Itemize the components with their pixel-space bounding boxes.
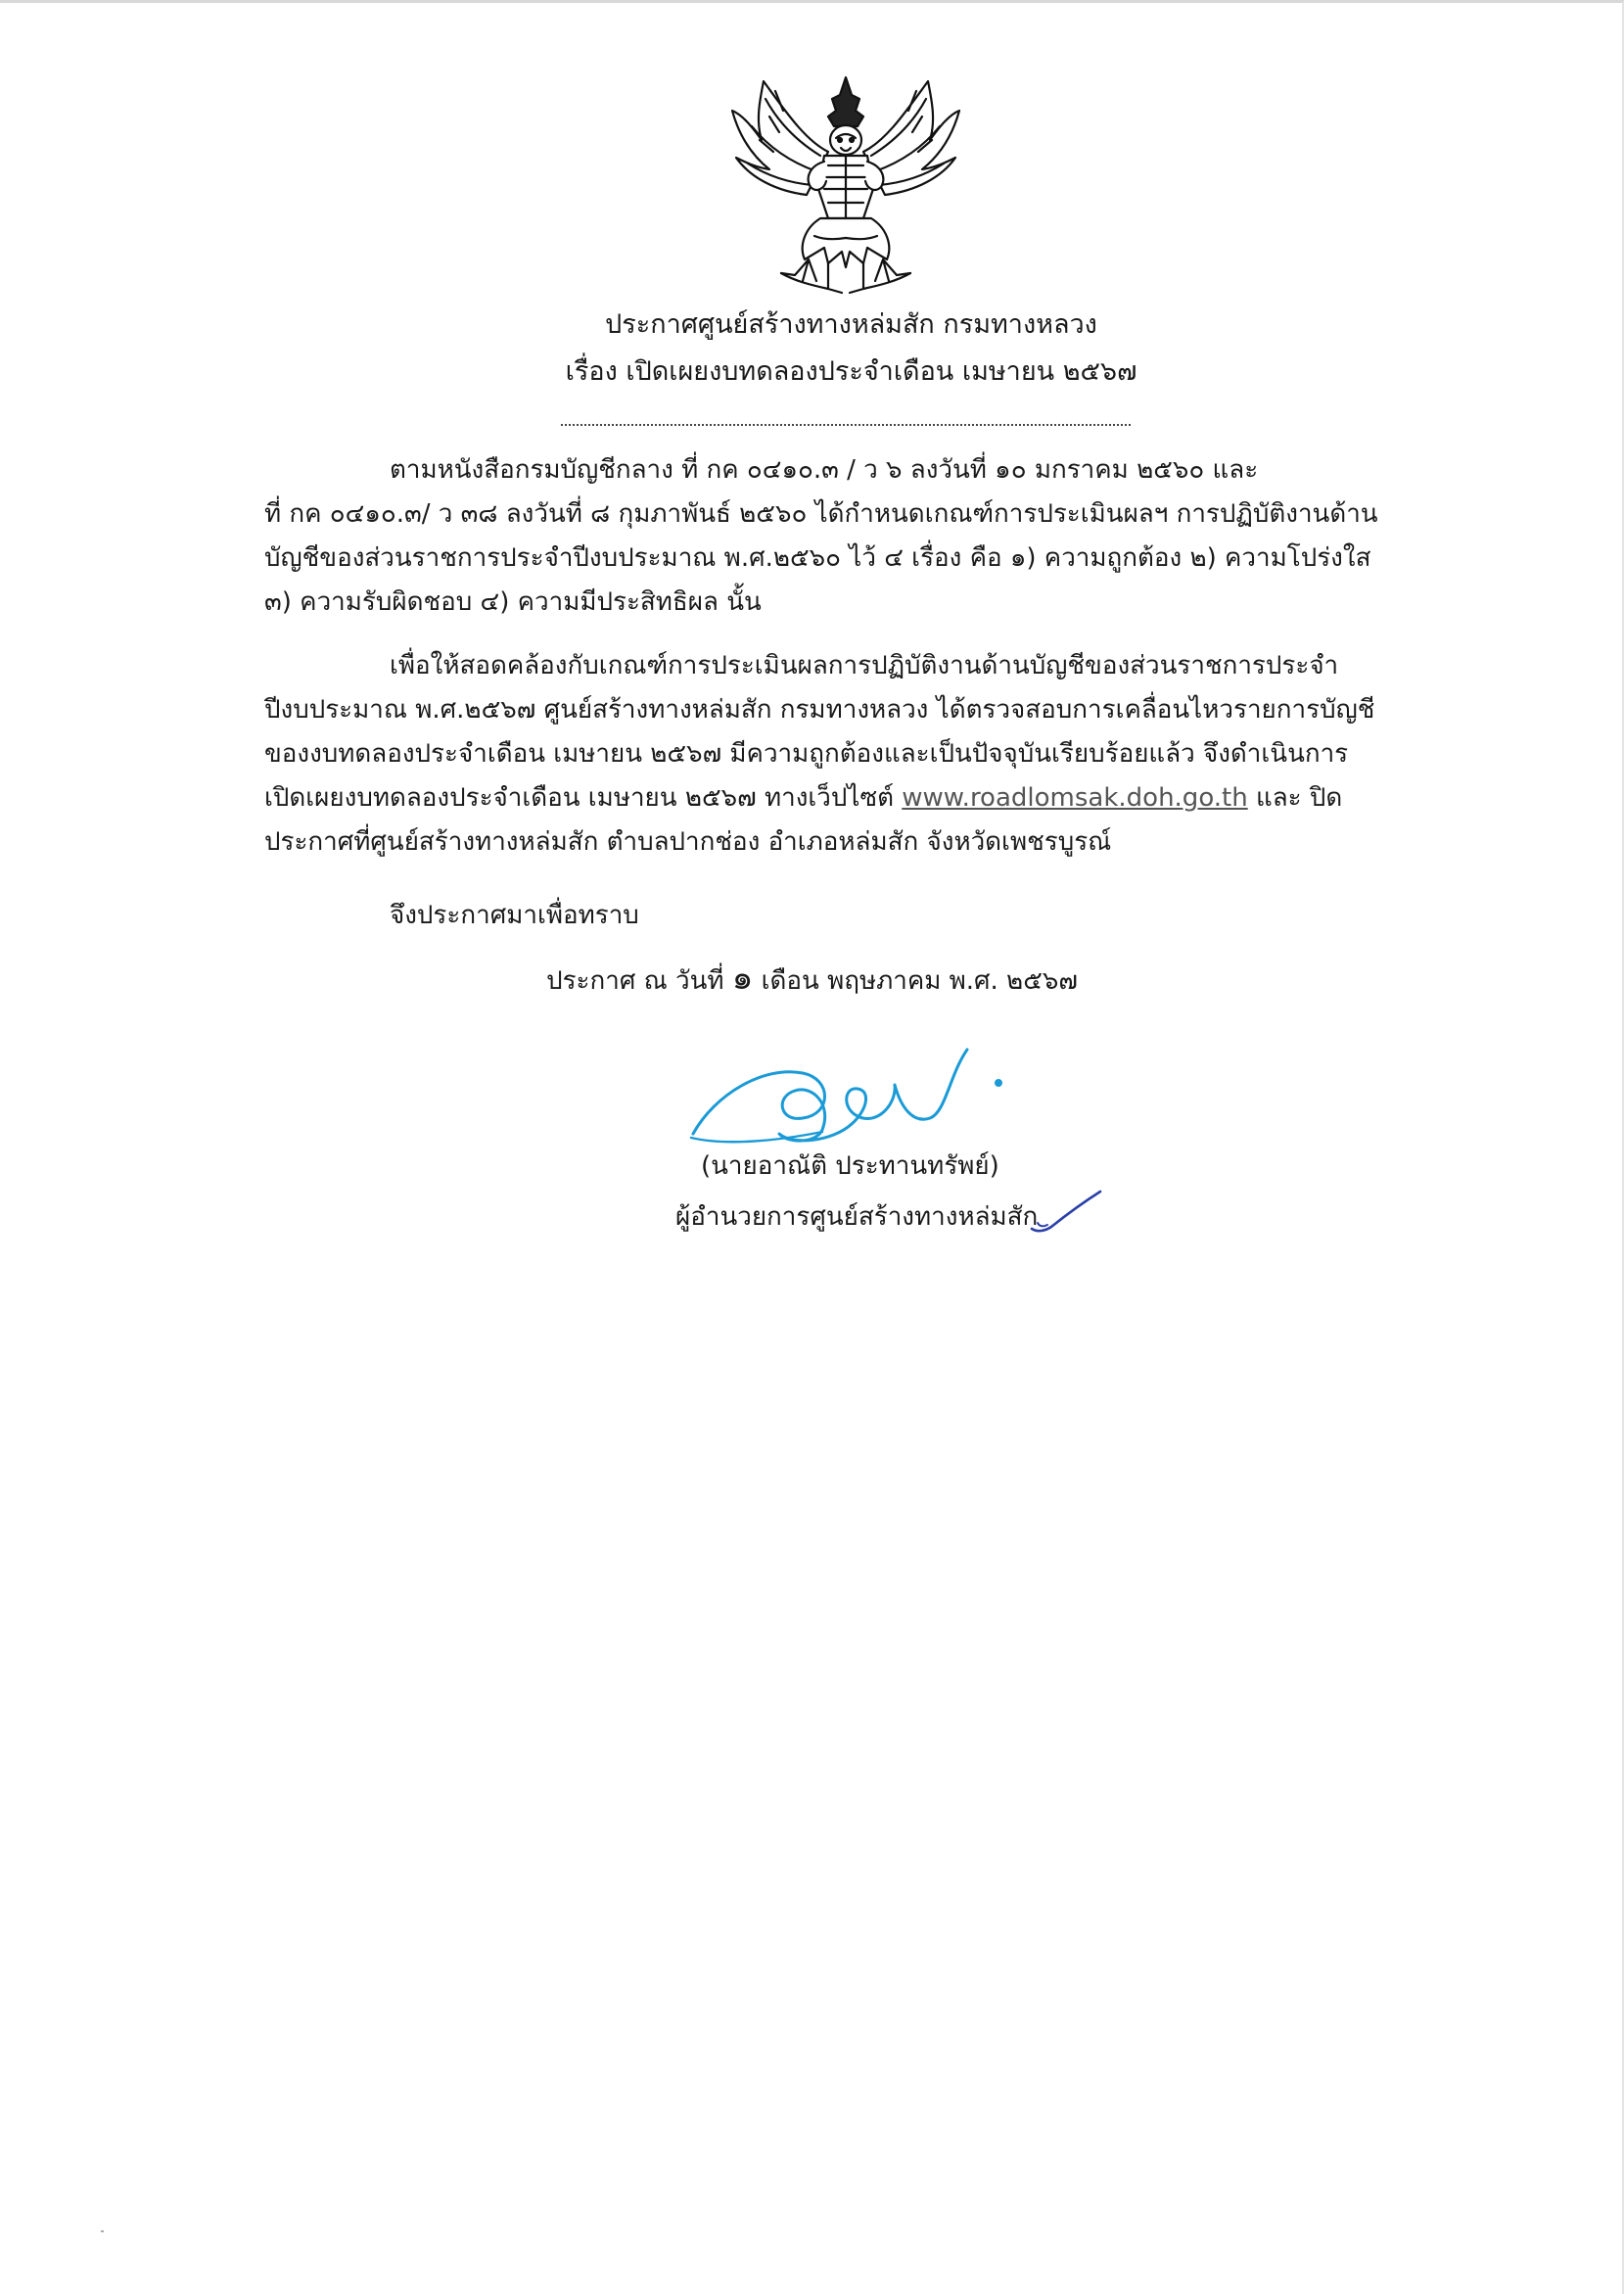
handwritten-signature-icon	[685, 1036, 1067, 1158]
paragraph-2-line-4-tail: และ ปิด	[1247, 783, 1343, 813]
announcement-subject: เรื่อง เปิดเผยงบทดลองประจำเดือน เมษายน ๒๕๖๗	[565, 356, 1137, 387]
paragraph-2-line-5: ประกาศที่ศูนย์สร้างทางหล่มสัก ตำบลปากช่อง อำเภอหล่มสัก จังหวัดเพชรบูรณ์	[264, 827, 1112, 857]
announcement-date	[0, 959, 1624, 1001]
body-paragraph-1	[264, 448, 1429, 625]
paragraph-2-line-3: ของงบทดลองประจำเดือน เมษายน ๒๕๖๗ มีความถูกต้องและเป็นปัจจุบันเรียบร้อยแล้ว จึงดำเนินการ	[264, 739, 1349, 769]
dotted-divider	[561, 424, 1131, 426]
announcement-title: ประกาศศูนย์สร้างทางหล่มสัก กรมทางหลวง	[605, 309, 1097, 340]
paragraph-2-line-1: เพื่อให้สอดคล้องกับเกณฑ์การประเมินผลการปฏิบัติงานด้านบัญชีของส่วนราชการประจำ	[390, 651, 1339, 680]
garuda-emblem-icon	[726, 71, 966, 302]
date-suffix: เดือน พฤษภาคม พ.ศ. ๒๕๖๗	[753, 966, 1078, 996]
initial-checkmark-icon	[1028, 1188, 1106, 1241]
date-prefix: ประกาศ ณ วันที่	[546, 966, 732, 996]
paragraph-1-line-2: ที่ กค ๐๔๑๐.๓/ ว ๓๘ ลงวันที่ ๘ กุมภาพันธ์ ๒๕๖๐ ได้กำหนดเกณฑ์การประเมินผลฯ การปฏิบัติงานด้าน	[264, 499, 1378, 529]
paragraph-1-line-4: ๓) ความรับผิดชอบ ๔) ความมีประสิทธิผล นั้น	[264, 587, 762, 617]
date-day: ๑	[731, 959, 754, 998]
signer-name: (นายอาณัติ ประทานทรัพย์)	[701, 1151, 999, 1181]
paragraph-2-line-4-text: เปิดเผยงบทดลองประจำเดือน เมษายน ๒๕๖๗ ทางเว็ปไซต์	[264, 783, 903, 813]
paragraph-1-line-3: บัญชีของส่วนราชการประจำปีงบประมาณ พ.ศ.๒๕๖๐ ไว้ ๔ เรื่อง คือ ๑) ความถูกต้อง ๒) ความโปร่งใส	[264, 543, 1371, 573]
paragraph-2-line-4	[264, 776, 1429, 820]
closing-statement: จึงประกาศมาเพื่อทราบ	[390, 901, 639, 930]
body-paragraph-2	[264, 644, 1429, 865]
scan-speck	[101, 2230, 104, 2232]
paragraph-1-line-1: ตามหนังสือกรมบัญชีกลาง ที่ กค ๐๔๑๐.๓ / ว ๖ ลงวันที่ ๑๐ มกราคม ๒๕๖๐ และ	[390, 455, 1259, 485]
paragraph-2-line-2: ปีงบประมาณ พ.ศ.๒๕๖๗ ศูนย์สร้างทางหล่มสัก กรมทางหลวง ได้ตรวจสอบการเคลื่อนไหวรายการบัญชี	[264, 695, 1375, 725]
signer-position: ผู้อำนวยการศูนย์สร้างทางหล่มสัก	[675, 1202, 1039, 1232]
website-link[interactable]: www.roadlomsak.doh.go.th	[902, 783, 1248, 813]
